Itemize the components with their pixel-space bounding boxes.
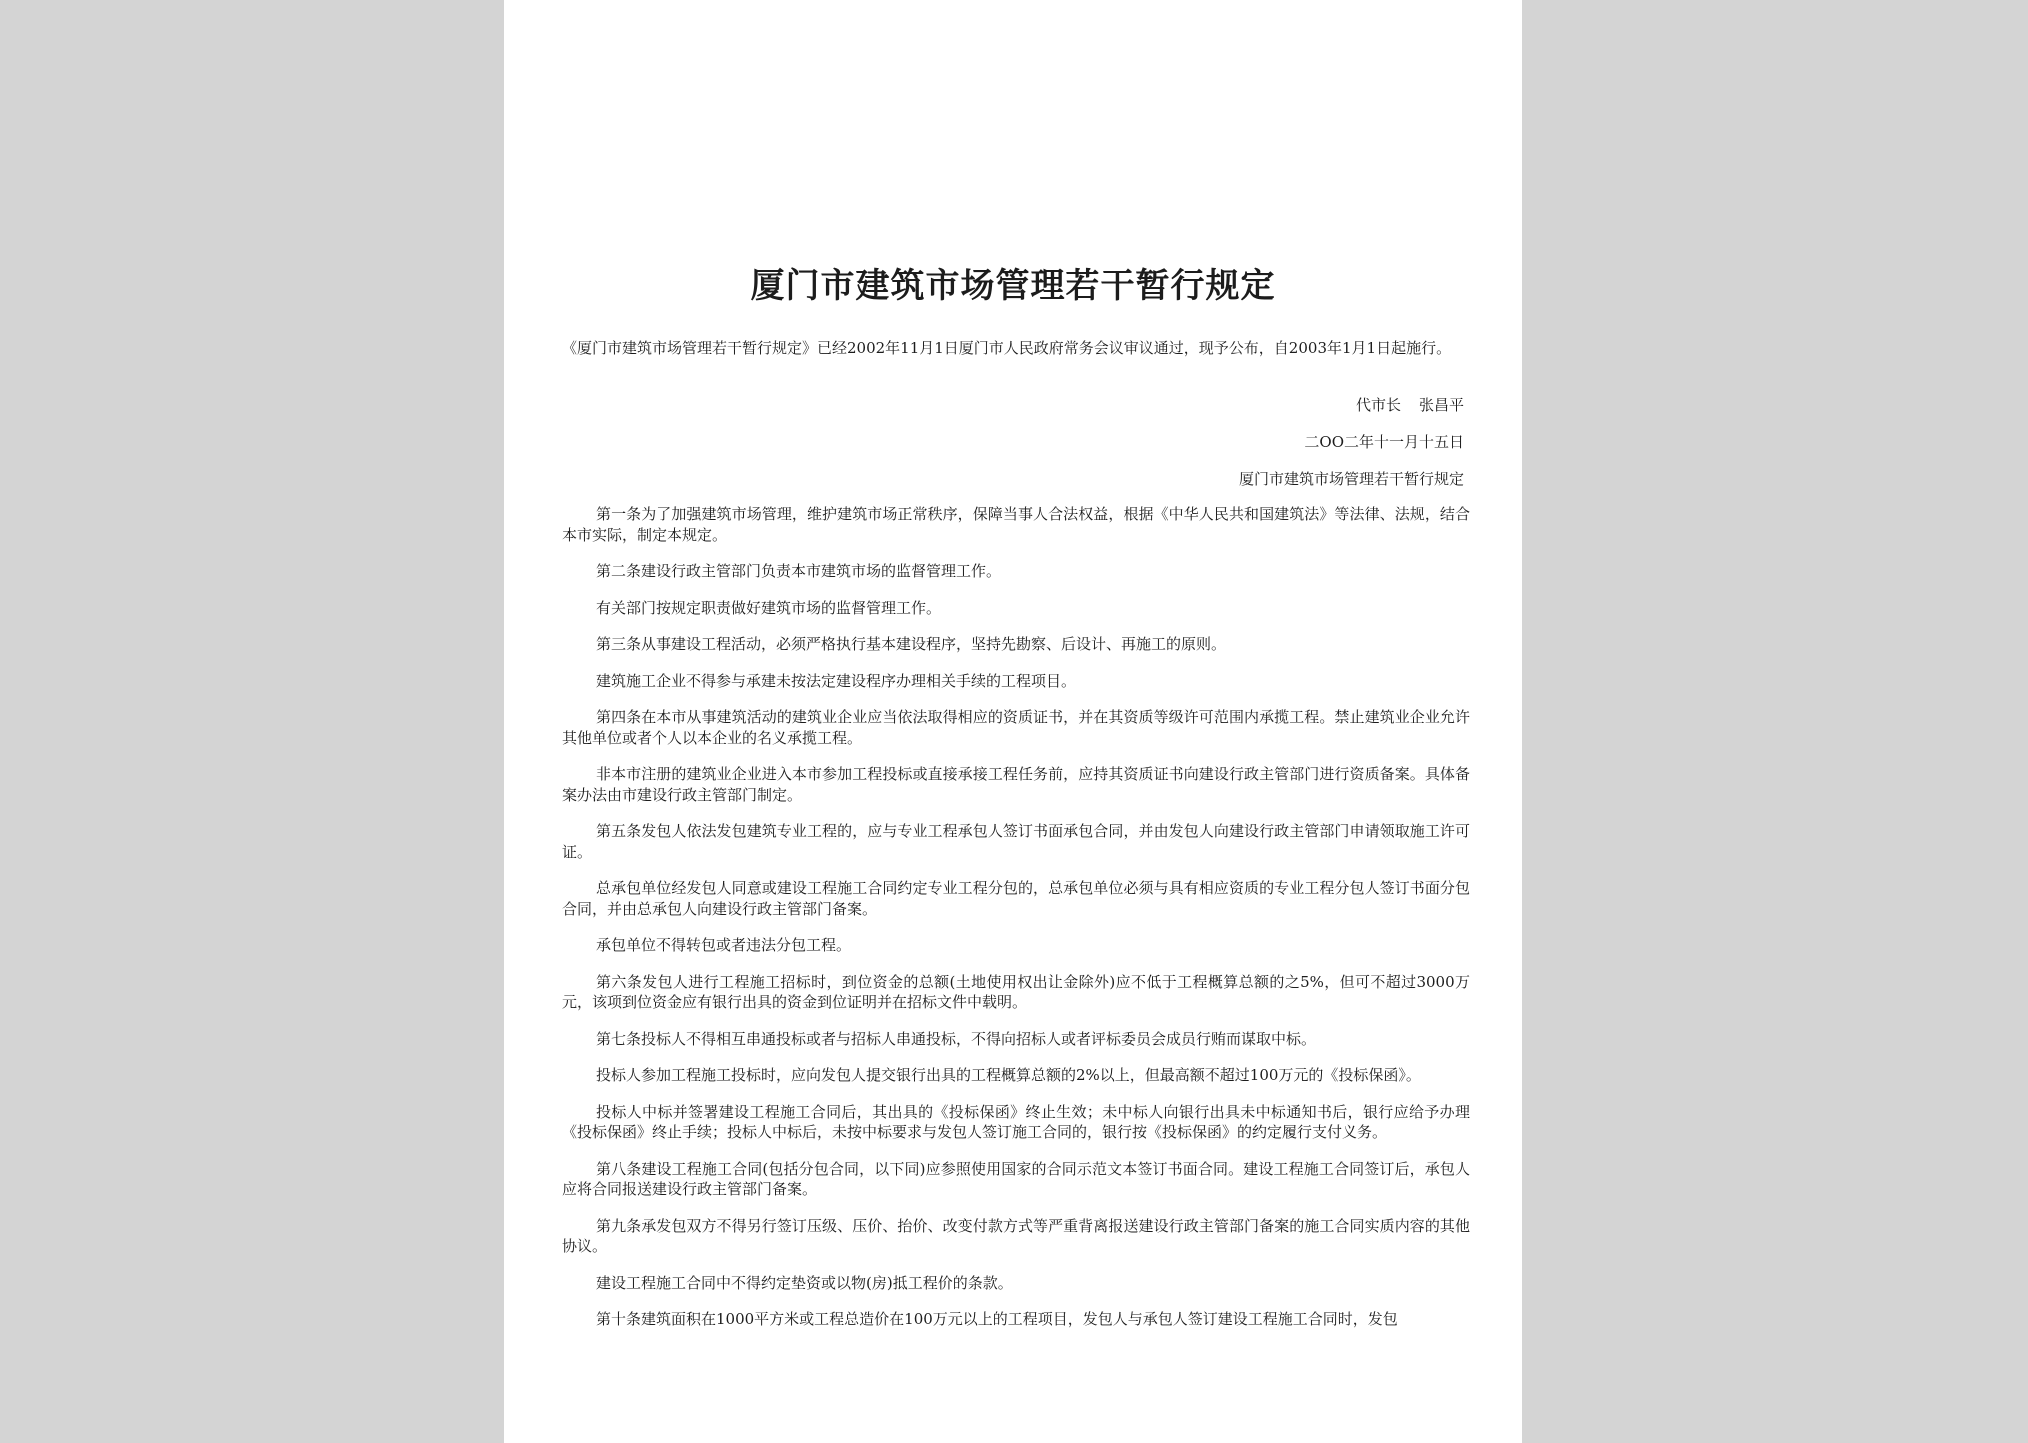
article-paragraph: 第八条建设工程施工合同(包括分包合同，以下同)应参照使用国家的合同示范文本签订书面合同。建设工程施工合同签订后，承包人应将合同报送建设行政主管部门备案。 [562, 1159, 1470, 1198]
signature-date: 二OO二年十一月十五日 [1304, 433, 1464, 451]
document-body [562, 504, 1470, 1346]
article-paragraph: 投标人参加工程施工投标时，应向发包人提交银行出具的工程概算总额的2%以上，但最高额不超过100万元的《投标保函》。 [596, 1066, 1421, 1084]
article-paragraph: 承包单位不得转包或者违法分包工程。 [596, 936, 852, 954]
article-paragraph: 第一条为了加强建筑市场管理，维护建筑市场正常秩序，保障当事人合法权益，根据《中华人民共和国建筑法》等法律、法规，结合本市实际，制定本规定。 [562, 505, 1470, 544]
article-paragraph: 第五条发包人依法发包建筑专业工程的，应与专业工程承包人签订书面承包合同，并由发包人向建设行政主管部门申请领取施工许可证。 [562, 822, 1470, 861]
article-paragraph: 投标人中标并签署建设工程施工合同后，其出具的《投标保函》终止生效；未中标人向银行出具未中标通知书后，银行应给予办理《投标保函》终止手续；投标人中标后，未按中标要求与发包人签订施工合同的，银行按《投标保函》的约定履行支付义务。 [562, 1102, 1470, 1141]
article-paragraph: 第七条投标人不得相互串通投标或者与招标人串通投标，不得向招标人或者评标委员会成员行贿而谋取中标。 [596, 1029, 1317, 1048]
article-paragraph: 总承包单位经发包人同意或建设工程施工合同约定专业工程分包的，总承包单位必须与具有相应资质的专业工程分包人签订书面分包合同，并由总承包人向建设行政主管部门备案。 [562, 879, 1470, 918]
article-paragraph: 第六条发包人进行工程施工招标时，到位资金的总额(土地使用权出让金除外)应不低于工程概算总额的之5%，但可不超过3000万元，该项到位资金应有银行出具的资金到位证明并在招标文件中载明。 [562, 972, 1470, 1011]
document-title: 厦门市建筑市场管理若干暂行规定 [750, 266, 1276, 306]
article-paragraph: 第二条建设行政主管部门负责本市建筑市场的监督管理工作。 [596, 562, 1002, 580]
article-paragraph: 建筑施工企业不得参与承建未按法定建设程序办理相关手续的工程项目。 [596, 671, 1077, 690]
signature-line [1356, 395, 1464, 416]
regulation-title-repeat: 厦门市建筑市场管理若干暂行规定 [1238, 470, 1464, 488]
article-paragraph: 第三条从事建设工程活动，必须严格执行基本建设程序，坚持先勘察、后设计、再施工的原则。 [596, 635, 1227, 653]
document-page [504, 0, 1522, 1443]
article-paragraph: 建设工程施工合同中不得约定垫资或以物(房)抵工程价的条款。 [596, 1273, 1013, 1292]
signer-name: 张昌平 [1418, 396, 1464, 414]
article-paragraph: 非本市注册的建筑业企业进入本市参加工程投标或直接承接工程任务前，应持其资质证书向建设行政主管部门进行资质备案。具体备案办法由市建设行政主管部门制定。 [562, 765, 1470, 804]
promulgation-notice: 《厦门市建筑市场管理若干暂行规定》已经2002年11月1日厦门市人民政府常务会议审议通过，现予公布，自2003年1月1日起施行。 [562, 339, 1452, 357]
article-paragraph: 第十条建筑面积在1000平方米或工程总造价在100万元以上的工程项目，发包人与承包人签订建设工程施工合同时，发包 [596, 1310, 1398, 1328]
article-paragraph: 有关部门按规定职责做好建筑市场的监督管理工作。 [596, 598, 942, 617]
article-paragraph: 第四条在本市从事建筑活动的建筑业企业应当依法取得相应的资质证书，并在其资质等级许可范围内承揽工程。禁止建筑业企业允许其他单位或者个人以本企业的名义承揽工程。 [562, 708, 1470, 747]
signer-title: 代市长 [1355, 396, 1401, 414]
article-paragraph: 第九条承发包双方不得另行签订压级、压价、抬价、改变付款方式等严重背离报送建设行政主管部门备案的施工合同实质内容的其他协议。 [562, 1216, 1470, 1255]
